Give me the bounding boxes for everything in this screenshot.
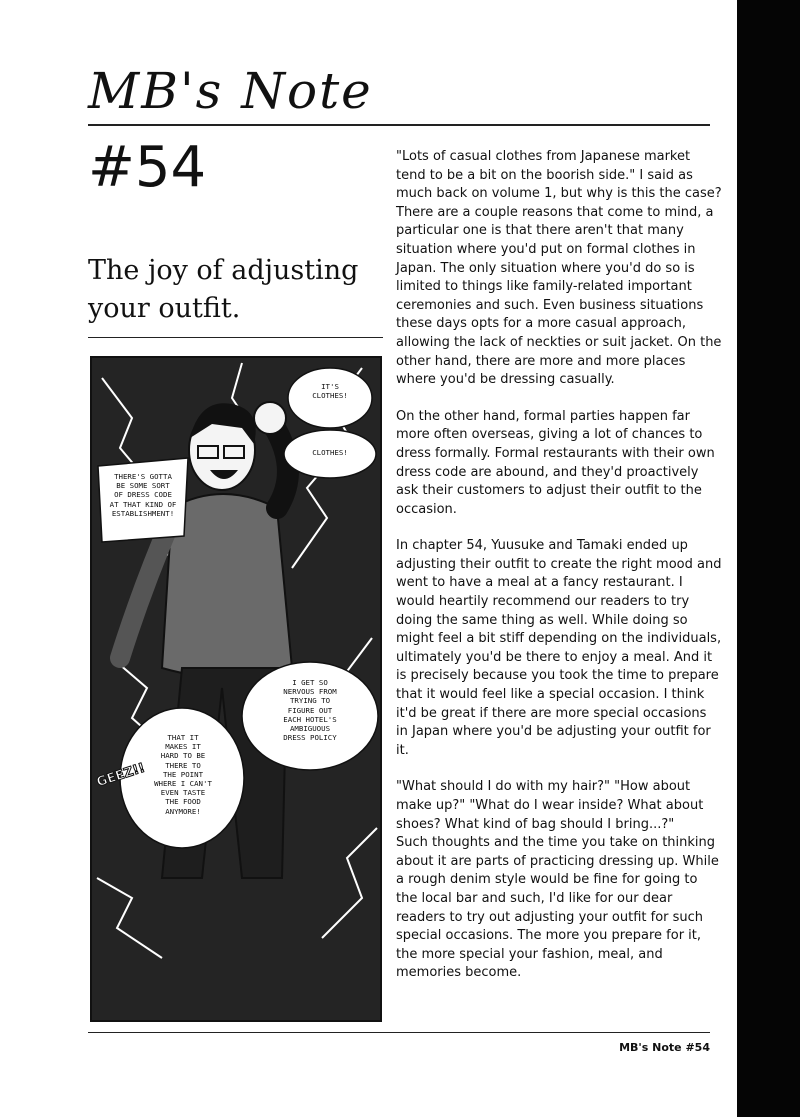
speech-bubble-its-clothes: IT'S CLOTHES!: [312, 382, 348, 401]
speech-bubble-nervous: I GET SO NERVOUS FROM TRYING TO FIGURE OUT EACH HOTEL'S AMBIGUOUS DRESS POLICY: [283, 678, 337, 743]
title-rule: [88, 124, 710, 126]
subtitle-rule: [88, 337, 383, 338]
page-edge-bar: [737, 0, 800, 1117]
manga-panel: [90, 356, 382, 1022]
article-paragraph: "What should I do with my hair?" "How about make up?" "What do I wear inside? What about shoes? What kind of bag should I bring...?" Such thoughts and the time you take on thinking about it are parts of practicing dressing up. While a rough denim style would be fine for going to the local bar and such, I'd like for our dear readers to try out adjusting your outfit for such special occasions. The more you prepare for it, the more special your fashion, meal, and memories become.: [396, 779, 719, 981]
note-subtitle: The joy of adjusting your outfit.: [88, 255, 359, 324]
footer-label: MB's Note #54: [619, 1041, 710, 1054]
note-number: #54: [88, 135, 207, 200]
page-title: MB's Note: [88, 62, 373, 120]
speech-bubble-clothes: CLOTHES!: [312, 448, 348, 457]
article-body: [396, 148, 722, 1001]
article-paragraph: In chapter 54, Yuusuke and Tamaki ended up adjusting their outfit to create the right mood and went to have a meal at a fancy restaurant. I would heartily recommend our readers to try doing the same thing as well. While doing so might feel a bit stiff depending on the individuals, ultimately you'd be there to enjoy a meal. And it is precisely because you took the time to prepare that it would feel like a special occasion. I think it'd be great if there are more special occasions in Japan where you'd be adjusting your outfit for it.: [396, 538, 722, 758]
article-paragraph: On the other hand, formal parties happen far more often overseas, giving a lot of chances to dress formally. Formal restaurants with their own dress code are abound, and they'd proactively ask their customers to adjust their outfit to the occasion.: [396, 408, 715, 517]
sound-effect: GEEZ!!: [94, 760, 147, 791]
speech-bubble-taste: THAT IT MAKES IT HARD TO BE THERE TO THE POINT WHERE I CAN'T EVEN TASTE THE FOOD ANYMORE!: [154, 733, 212, 816]
speech-bubble-dress-code: THERE'S GOTTA BE SOME SORT OF DRESS CODE AT THAT KIND OF ESTABLISHMENT!: [109, 472, 177, 518]
article-paragraph: "Lots of casual clothes from Japanese market tend to be a bit on the boorish side." I said as much back on volume 1, but why is this the case? There are a couple reasons that come to mind, a particular one is that there aren't that many situation where you'd put on formal clothes in Japan. The only situation where you'd do so is limited to things like family-related important ceremonies and such. Even business situations these days opts for a more casual approach, allowing the lack of neckties or suit jacket. On the other hand, there are more and more places where you'd be dressing casually.: [396, 149, 722, 388]
footer-rule: [88, 1032, 710, 1033]
